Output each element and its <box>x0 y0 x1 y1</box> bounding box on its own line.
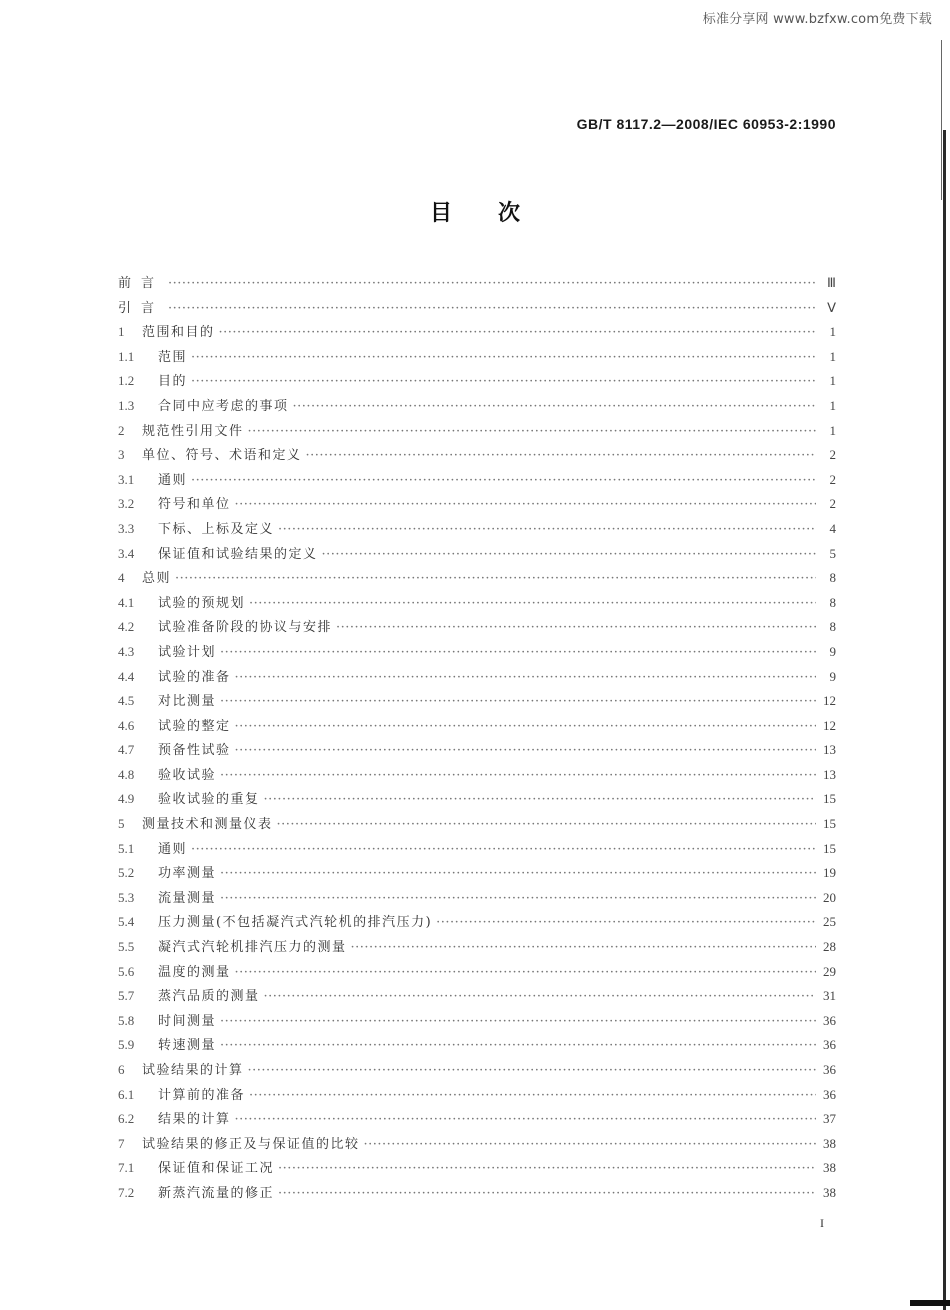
toc-entry-page: 38 <box>823 1160 836 1176</box>
toc-entry-page: 15 <box>823 840 836 856</box>
toc-leader-dots <box>351 940 816 955</box>
toc-entry[interactable] <box>118 297 836 322</box>
toc-entry-number: 4.2 <box>118 619 135 635</box>
toc-entry-page: 19 <box>823 865 836 881</box>
toc-entry-label: 合同中应考虑的事项 <box>158 398 289 414</box>
toc-entry-label: 功率测量 <box>158 866 217 882</box>
toc-entry-number: 3.1 <box>118 471 135 487</box>
toc-entry-page: 37 <box>823 1111 836 1127</box>
toc-entry-number: 1.3 <box>118 397 135 413</box>
toc-entry-label: 试验结果的修正及与保证值的比较 <box>142 1136 360 1152</box>
toc-leader-dots <box>168 276 816 291</box>
toc-entry-number: 5.2 <box>118 865 135 881</box>
toc-entry-page: 31 <box>823 988 836 1004</box>
toc-entry-label: 范围和目的 <box>142 325 215 341</box>
toc-entry[interactable] <box>118 911 836 936</box>
toc-leader-dots <box>235 1112 816 1127</box>
toc-entry-number: 5.8 <box>118 1012 135 1028</box>
toc-entry-label: 验收试验 <box>158 767 217 783</box>
toc-entry-number: 4.3 <box>118 643 135 659</box>
toc-entry[interactable] <box>118 592 836 617</box>
toc-entry-label: 前言 <box>118 276 165 291</box>
toc-entry-label: 保证值和保证工况 <box>158 1161 275 1177</box>
toc-entry-number: 5.1 <box>118 840 135 856</box>
toc-entry-number: 3.3 <box>118 520 135 536</box>
toc-entry-page: 12 <box>823 717 836 733</box>
toc-leader-dots <box>293 399 816 414</box>
toc-leader-dots <box>306 448 816 463</box>
toc-entry-label: 通则 <box>158 841 188 857</box>
toc-leader-dots <box>219 325 816 340</box>
toc-entry-number: 7.2 <box>118 1184 135 1200</box>
toc-entry-label: 范围 <box>158 349 188 365</box>
toc-entry-page: 36 <box>823 1012 836 1028</box>
toc-entry-number: 4 <box>118 570 125 586</box>
toc-entry-number: 6 <box>118 1062 125 1077</box>
toc-entry-page: 13 <box>823 742 836 758</box>
toc-entry-page: 25 <box>823 914 836 930</box>
table-of-contents <box>118 272 836 1207</box>
toc-entry-page: 1 <box>829 324 836 340</box>
toc-entry[interactable] <box>118 321 836 346</box>
toc-entry-number: 4.8 <box>118 766 135 782</box>
toc-leader-dots <box>235 670 816 685</box>
toc-entry[interactable] <box>118 1133 836 1158</box>
toc-entry[interactable] <box>118 1157 836 1182</box>
toc-entry-page: 4 <box>829 520 836 536</box>
toc-entry-number: 5.6 <box>118 963 135 979</box>
toc-entry-label: 试验计划 <box>158 644 217 660</box>
toc-entry-page: 1 <box>829 348 836 364</box>
toc-entry-label: 单位、符号、术语和定义 <box>142 448 302 464</box>
toc-entry-label: 试验的整定 <box>158 718 231 734</box>
toc-entry-label: 压力测量(不包括凝汽式汽轮机的排汽压力) <box>158 915 433 931</box>
toc-entry-label: 计算前的准备 <box>158 1087 246 1103</box>
toc-entry-number: 2 <box>118 422 125 438</box>
toc-entry-page: 36 <box>823 1062 836 1077</box>
toc-entry[interactable] <box>118 395 836 420</box>
toc-entry-page: Ⅴ <box>827 299 836 315</box>
toc-leader-dots <box>168 301 816 316</box>
toc-entry-number: 4.7 <box>118 742 135 758</box>
toc-entry[interactable] <box>118 936 836 961</box>
toc-entry[interactable] <box>118 370 836 395</box>
toc-entry-label: 总则 <box>142 571 172 587</box>
toc-entry-page: 36 <box>823 1037 836 1053</box>
toc-leader-dots <box>191 842 816 857</box>
toc-entry-number: 4.5 <box>118 693 135 709</box>
toc-entry-page: 1 <box>829 422 836 438</box>
toc-entry-label: 下标、上标及定义 <box>158 521 275 537</box>
toc-entry[interactable] <box>118 739 836 764</box>
toc-entry[interactable] <box>118 1059 836 1084</box>
toc-entry[interactable] <box>118 518 836 543</box>
toc-leader-dots <box>322 547 816 562</box>
toc-entry[interactable] <box>118 862 836 887</box>
toc-entry-page: 8 <box>829 619 836 635</box>
toc-leader-dots <box>249 596 816 611</box>
toc-entry-label: 温度的测量 <box>158 964 231 980</box>
toc-entry-number: 5.3 <box>118 889 135 905</box>
toc-entry-label: 保证值和试验结果的定义 <box>158 546 318 562</box>
toc-entry-label: 试验准备阶段的协议与安排 <box>158 620 333 636</box>
toc-leader-dots <box>235 719 816 734</box>
toc-entry[interactable] <box>118 1034 836 1059</box>
toc-entry-number: 1 <box>118 324 125 340</box>
toc-entry-label: 试验的准备 <box>158 669 231 685</box>
toc-leader-dots <box>235 743 816 758</box>
toc-entry-page: 29 <box>823 963 836 979</box>
toc-entry-page: 2 <box>829 471 836 487</box>
toc-entry-label: 符号和单位 <box>158 497 231 513</box>
toc-entry-page: 1 <box>829 373 836 389</box>
toc-entry-page: 8 <box>829 570 836 586</box>
toc-entry-label: 试验的预规划 <box>158 595 246 611</box>
toc-leader-dots <box>220 891 816 906</box>
toc-entry-label: 验收试验的重复 <box>158 792 260 808</box>
toc-leader-dots <box>220 694 816 709</box>
toc-entry-number: 3 <box>118 447 125 463</box>
toc-entry[interactable] <box>118 543 836 568</box>
toc-entry-label: 结果的计算 <box>158 1112 231 1128</box>
toc-entry-page: 15 <box>823 816 836 832</box>
toc-entry-label: 引言 <box>118 300 165 316</box>
toc-entry-label: 凝汽式汽轮机排汽压力的测量 <box>158 940 347 956</box>
toc-leader-dots <box>220 768 816 783</box>
toc-leader-dots <box>248 424 816 439</box>
toc-leader-dots <box>191 473 816 488</box>
page-number: I <box>820 1216 824 1230</box>
toc-entry[interactable] <box>118 567 836 592</box>
toc-entry-page: 2 <box>829 447 836 463</box>
toc-entry-number: 5.9 <box>118 1037 135 1053</box>
toc-entry-label: 试验结果的计算 <box>142 1063 244 1078</box>
toc-entry-number: 4.9 <box>118 791 135 807</box>
toc-leader-dots <box>220 1038 816 1053</box>
toc-entry[interactable] <box>118 346 836 371</box>
toc-entry-page: 2 <box>829 496 836 512</box>
toc-entry-number: 4.1 <box>118 594 135 610</box>
toc-entry[interactable] <box>118 1108 836 1133</box>
toc-leader-dots <box>278 1186 816 1201</box>
toc-entry-number: 5.5 <box>118 939 135 955</box>
toc-leader-dots <box>220 1014 816 1029</box>
toc-entry-label: 新蒸汽流量的修正 <box>158 1185 275 1201</box>
toc-entry-number: 7.1 <box>118 1160 135 1176</box>
toc-entry-page: 5 <box>829 545 836 561</box>
toc-entry-page: 12 <box>823 693 836 709</box>
toc-entry-number: 5.4 <box>118 914 135 930</box>
standard-code: GB/T 8117.2—2008/IEC 60953-2:1990 <box>576 116 836 132</box>
toc-leader-dots <box>436 915 816 930</box>
toc-entry-label: 蒸汽品质的测量 <box>158 989 260 1005</box>
toc-entry[interactable] <box>118 813 836 838</box>
toc-entry[interactable] <box>118 1010 836 1035</box>
toc-entry[interactable] <box>118 666 836 691</box>
watermark-text: 标准分享网 www.bzfxw.com免费下载 <box>702 12 932 27</box>
toc-entry[interactable] <box>118 715 836 740</box>
toc-entry[interactable] <box>118 887 836 912</box>
scan-corner-mark <box>910 1300 950 1306</box>
toc-entry-label: 规范性引用文件 <box>142 423 244 439</box>
toc-leader-dots <box>235 965 816 980</box>
toc-leader-dots <box>278 522 816 537</box>
toc-entry[interactable] <box>118 1182 836 1207</box>
toc-entry-page: 1 <box>829 397 836 413</box>
toc-leader-dots <box>175 571 816 586</box>
toc-entry-number: 3.4 <box>118 545 135 561</box>
toc-entry-number: 5 <box>118 816 125 832</box>
toc-entry-label: 时间测量 <box>158 1013 217 1029</box>
scan-edge-line <box>943 130 946 1310</box>
toc-leader-dots <box>248 1063 816 1078</box>
toc-entry-page: 8 <box>829 594 836 610</box>
toc-entry[interactable] <box>118 420 836 445</box>
toc-entry[interactable] <box>118 764 836 789</box>
toc-entry-number: 6.2 <box>118 1111 135 1127</box>
toc-leader-dots <box>336 620 816 635</box>
toc-entry-number: 5.7 <box>118 988 135 1004</box>
toc-leader-dots <box>191 374 816 389</box>
toc-leader-dots <box>249 1088 816 1103</box>
scan-edge-line <box>941 40 942 200</box>
toc-entry[interactable] <box>118 788 836 813</box>
toc-leader-dots <box>364 1137 816 1152</box>
toc-entry-number: 6.1 <box>118 1086 135 1102</box>
toc-entry-label: 测量技术和测量仪表 <box>142 817 273 833</box>
toc-entry[interactable] <box>118 493 836 518</box>
toc-entry[interactable] <box>118 690 836 715</box>
toc-entry[interactable] <box>118 985 836 1010</box>
toc-entry-label: 转速测量 <box>158 1038 217 1054</box>
toc-leader-dots <box>220 645 816 660</box>
toc-entry-page: 28 <box>823 939 836 955</box>
toc-entry[interactable] <box>118 1084 836 1109</box>
toc-entry-label: 预备性试验 <box>158 743 231 759</box>
toc-entry-number: 4.6 <box>118 717 135 733</box>
toc-leader-dots <box>264 989 816 1004</box>
toc-entry-page: 20 <box>823 889 836 905</box>
toc-entry-label: 对比测量 <box>158 694 217 710</box>
toc-entry-page: 36 <box>823 1086 836 1102</box>
toc-entry-number: 7 <box>118 1135 125 1151</box>
toc-leader-dots <box>220 866 816 881</box>
toc-entry-label: 流量测量 <box>158 890 217 906</box>
toc-entry[interactable] <box>118 469 836 494</box>
toc-entry-label: 通则 <box>158 472 188 488</box>
toc-leader-dots <box>264 792 816 807</box>
toc-entry[interactable] <box>118 961 836 986</box>
toc-entry-page: 15 <box>823 791 836 807</box>
toc-entry[interactable] <box>118 838 836 863</box>
toc-entry-label: 目的 <box>158 374 188 390</box>
toc-entry-page: 9 <box>829 668 836 684</box>
toc-entry-page: 38 <box>823 1135 836 1151</box>
toc-entry[interactable] <box>118 272 836 297</box>
toc-entry-page: 38 <box>823 1184 836 1200</box>
toc-entry-page: 9 <box>829 643 836 659</box>
toc-entry-number: 4.4 <box>118 668 135 684</box>
toc-leader-dots <box>278 1161 816 1176</box>
toc-entry[interactable] <box>118 616 836 641</box>
toc-entry-number: 3.2 <box>118 496 135 512</box>
toc-leader-dots <box>191 350 816 365</box>
page-title: 目次 <box>429 201 566 226</box>
toc-entry[interactable] <box>118 444 836 469</box>
toc-entry[interactable] <box>118 641 836 666</box>
toc-leader-dots <box>277 817 816 832</box>
toc-entry-number: 1.2 <box>118 373 135 389</box>
toc-entry-number: 1.1 <box>118 348 135 364</box>
toc-entry-page: Ⅲ <box>827 275 836 290</box>
toc-leader-dots <box>235 497 816 512</box>
toc-entry-page: 13 <box>823 766 836 782</box>
